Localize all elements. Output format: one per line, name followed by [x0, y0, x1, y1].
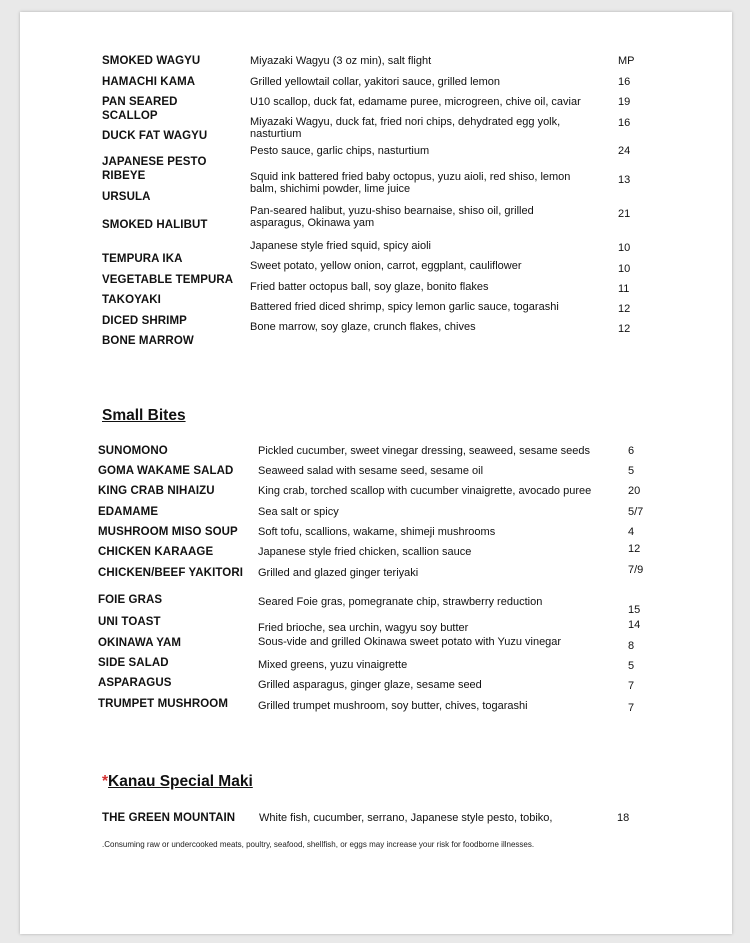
menu-item-description: Sweet potato, yellow onion, carrot, eggplant, cauliflower: [250, 260, 522, 272]
asterisk-mark: *: [102, 773, 109, 790]
menu-item-price: 8: [628, 640, 635, 652]
menu-item-description: Squid ink battered fried baby octopus, yuzu aioli, red shiso, lemon balm, shichimi powder, lime juice: [250, 171, 571, 195]
menu-item-name: SIDE SALAD: [98, 657, 169, 669]
menu-item-name: TRUMPET MUSHROOM: [98, 698, 229, 710]
menu-item-price: 7/9: [628, 564, 644, 576]
menu-item-price: 6: [628, 445, 635, 457]
menu-item-name: VEGETABLE TEMPURA: [102, 274, 234, 286]
menu-item-price: 11: [618, 283, 630, 295]
menu-item-description: Fried batter octopus ball, soy glaze, bonito flakes: [250, 281, 489, 293]
menu-item-name: SMOKED WAGYU: [102, 55, 201, 67]
menu-item-price: 5: [628, 465, 635, 477]
menu-item-name: URSULA: [102, 191, 151, 203]
menu-item-name: FOIE GRAS: [98, 594, 163, 606]
menu-item-name: CHICKEN/BEEF YAKITORI: [98, 567, 244, 579]
menu-item-price: 12: [618, 323, 631, 335]
special-maki-heading: [102, 775, 253, 789]
menu-item-description: Sea salt or spicy: [258, 506, 339, 518]
menu-item-description: Grilled yellowtail collar, yakitori sauce, grilled lemon: [250, 76, 501, 88]
small-bites-heading: Small Bites: [102, 407, 186, 424]
menu-item-name: TEMPURA IKA: [102, 253, 183, 265]
menu-item-price: 16: [618, 117, 631, 129]
menu-item-description: Miyazaki Wagyu, duck fat, fried nori chips, dehydrated egg yolk, nasturtium: [250, 116, 561, 140]
special-maki-title: Kanau Special Maki: [108, 773, 253, 790]
menu-item-description: Sous-vide and grilled Okinawa sweet potato with Yuzu vinegar: [258, 636, 562, 648]
menu-item-price: 13: [618, 174, 631, 186]
menu-item-description: U10 scallop, duck fat, edamame puree, microgreen, chive oil, caviar: [250, 96, 581, 108]
menu-item-price: 7: [628, 702, 635, 714]
menu-item-name: DICED SHRIMP: [102, 315, 187, 327]
menu-page: [20, 12, 732, 934]
menu-item-name: OKINAWA YAM: [98, 637, 182, 649]
menu-item-name: CHICKEN KARAAGE: [98, 546, 214, 558]
menu-item-name: HAMACHI KAMA: [102, 76, 196, 88]
menu-item-price: 14: [628, 619, 641, 631]
menu-item-price: 16: [618, 76, 631, 88]
menu-item-price: 20: [628, 485, 641, 497]
menu-item-name: EDAMAME: [98, 506, 159, 518]
menu-item-name: KING CRAB NIHAIZU: [98, 485, 215, 497]
menu-item-price: 18: [617, 812, 630, 824]
menu-item-description: Japanese style fried squid, spicy aioli: [250, 240, 431, 252]
menu-item-description: Pesto sauce, garlic chips, nasturtium: [250, 145, 430, 157]
menu-item-price: 12: [628, 543, 641, 555]
menu-item-price: 4: [628, 526, 635, 538]
menu-item-price: 10: [618, 263, 631, 275]
menu-item-description: Battered fried diced shrimp, spicy lemon garlic sauce, togarashi: [250, 301, 559, 313]
menu-item-name: PAN SEARED SCALLOP: [102, 96, 178, 122]
menu-item-name: BONE MARROW: [102, 335, 194, 347]
menu-item-price: 5: [628, 660, 635, 672]
menu-item-description: King crab, torched scallop with cucumber vinaigrette, avocado puree: [258, 485, 592, 497]
menu-item-price: 5/7: [628, 506, 644, 518]
menu-item-description: Japanese style fried chicken, scallion sauce: [258, 546, 472, 558]
menu-item-description: Grilled asparagus, ginger glaze, sesame seed: [258, 679, 482, 691]
menu-item-name: GOMA WAKAME SALAD: [98, 465, 234, 477]
menu-item-description: Fried brioche, sea urchin, wagyu soy butter: [258, 622, 469, 634]
menu-item-name: JAPANESE PESTO RIBEYE: [102, 156, 207, 182]
menu-item-price: 7: [628, 680, 635, 692]
menu-item-name: UNI TOAST: [98, 616, 161, 628]
food-safety-disclaimer: .Consuming raw or undercooked meats, poultry, seafood, shellfish, or eggs may increase your risk for foodborne illnesses.: [102, 840, 535, 849]
menu-item-price: 15: [628, 604, 641, 616]
menu-item-name: TAKOYAKI: [102, 294, 161, 306]
menu-item-description: Mixed greens, yuzu vinaigrette: [258, 659, 408, 671]
menu-item-description: Soft tofu, scallions, wakame, shimeji mushrooms: [258, 526, 496, 538]
menu-item-name: DUCK FAT WAGYU: [102, 130, 208, 142]
menu-item-name: ASPARAGUS: [98, 677, 172, 689]
menu-item-price: 19: [618, 96, 631, 108]
menu-item-price: 21: [618, 208, 631, 220]
menu-item-name: SMOKED HALIBUT: [102, 219, 208, 231]
menu-item-name: THE GREEN MOUNTAIN: [102, 812, 236, 824]
menu-item-price: 12: [618, 303, 631, 315]
menu-item-description: Grilled and glazed ginger teriyaki: [258, 567, 419, 579]
menu-item-name: SUNOMONO: [98, 445, 168, 457]
menu-item-description: Pan-seared halibut, yuzu-shiso bearnaise, shiso oil, grilled asparagus, Okinawa yam: [250, 205, 534, 229]
menu-item-description: Seaweed salad with sesame seed, sesame oil: [258, 465, 484, 477]
menu-item-description: Bone marrow, soy glaze, crunch flakes, chives: [250, 321, 476, 333]
menu-item-price: MP: [618, 55, 635, 67]
menu-item-description: Grilled trumpet mushroom, soy butter, chives, togarashi: [258, 700, 528, 712]
menu-item-price: 24: [618, 145, 631, 157]
menu-item-description: Seared Foie gras, pomegranate chip, strawberry reduction: [258, 596, 543, 608]
menu-item-price: 10: [618, 242, 631, 254]
menu-item-description: Pickled cucumber, sweet vinegar dressing, seaweed, sesame seeds: [258, 445, 591, 457]
menu-item-description: Miyazaki Wagyu (3 oz min), salt flight: [250, 55, 432, 67]
menu-item-name: MUSHROOM MISO SOUP: [98, 526, 238, 538]
menu-item-description: White fish, cucumber, serrano, Japanese style pesto, tobiko,: [259, 812, 553, 824]
